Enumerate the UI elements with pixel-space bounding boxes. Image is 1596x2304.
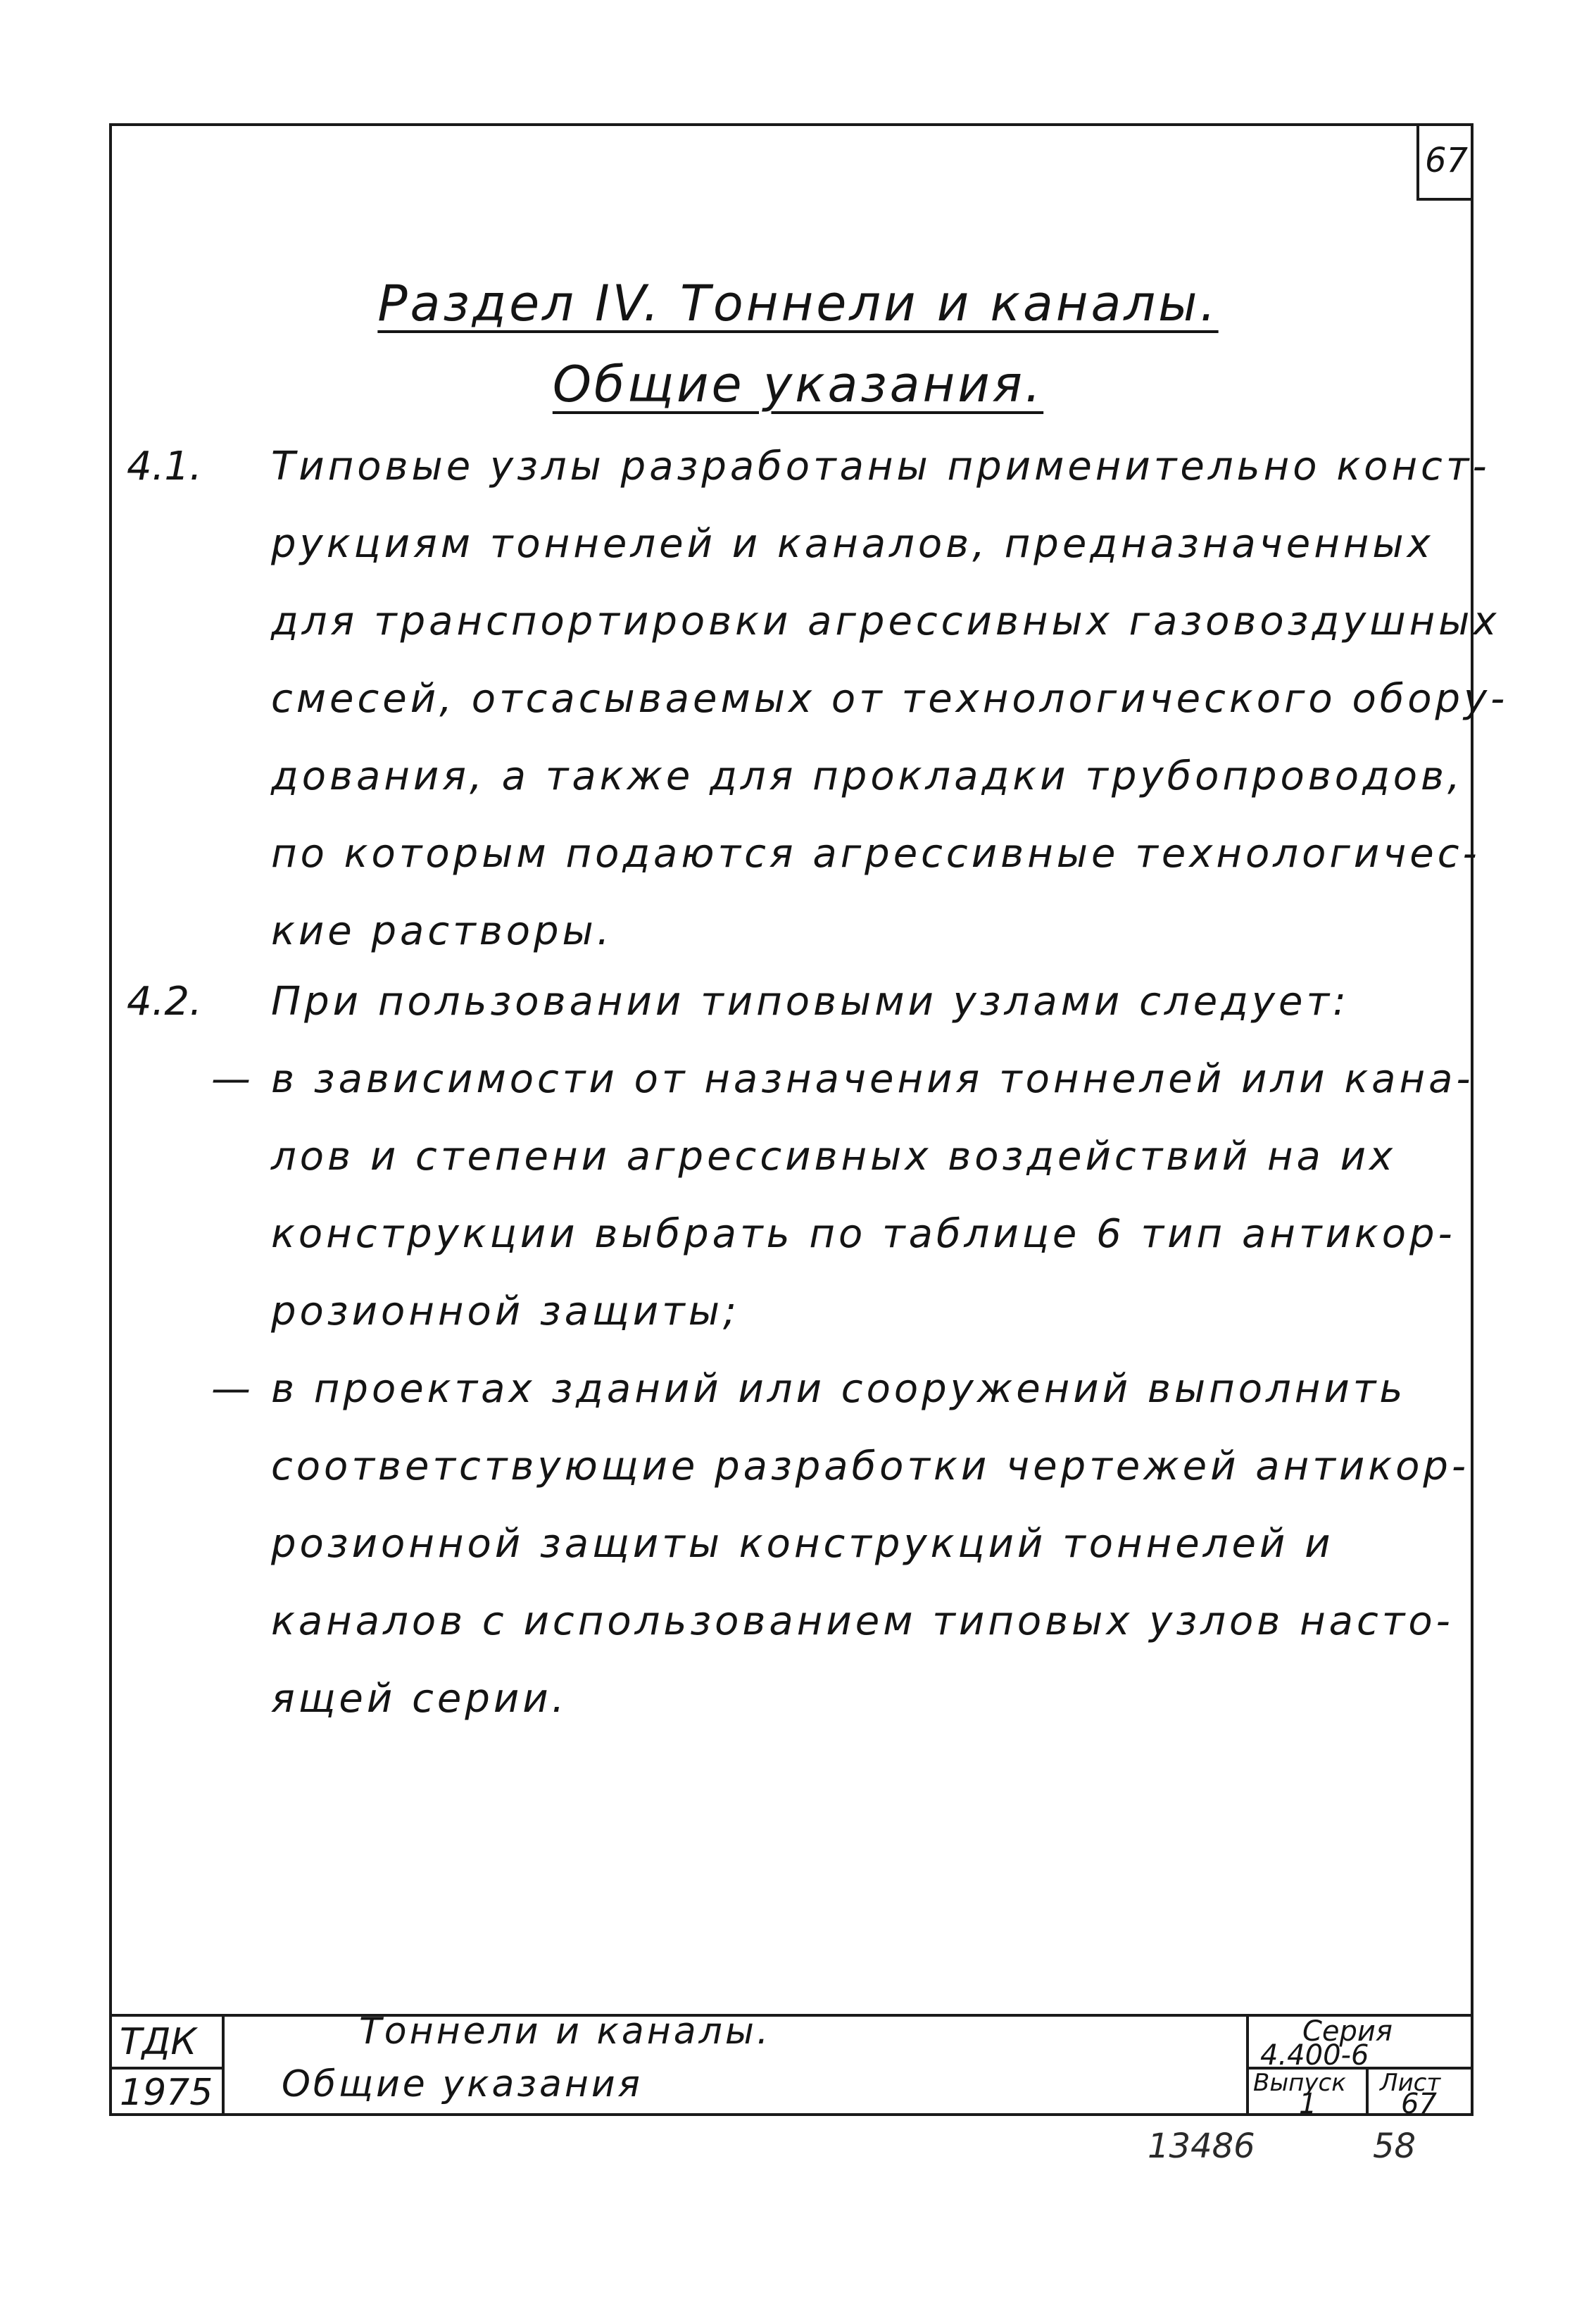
item-number-4-2: 4.2.: [127, 979, 202, 1025]
item-4-1-line: дования, а также для прокладки трубопроводов,: [271, 753, 1464, 799]
bullet-2-line: в проектах зданий или сооружений выполнить: [271, 1366, 1407, 1412]
stamp-title: Тоннели и каналы.: [359, 2010, 772, 2053]
item-4-1-line: по которым подаются агрессивные технологичес-: [271, 831, 1481, 877]
bullet-dash: —: [211, 1056, 251, 1102]
stamp-divider: [109, 2067, 222, 2070]
bullet-2-line: розионной защиты конструкций тоннелей и: [271, 1521, 1334, 1567]
bullet-dash: —: [211, 1366, 251, 1412]
stamp-subtitle: Общие указания: [282, 2063, 643, 2105]
item-4-1-line: для транспортировки агрессивных газовоздушных: [271, 599, 1500, 644]
stamp-year: 1975: [120, 2072, 213, 2114]
issue-label: Выпуск: [1253, 2069, 1346, 2097]
section-title: Раздел IV. Тоннели и каналы.: [377, 275, 1219, 332]
item-4-1-line: рукциям тоннелей и каналов, предназначенных: [271, 521, 1434, 567]
sheet-number: 67: [1416, 123, 1474, 201]
item-4-1-line: Типовые узлы разработаны применительно конст-: [271, 444, 1490, 489]
item-4-1-line: кие растворы.: [271, 908, 613, 954]
stamp-top-border: [109, 2014, 1474, 2017]
stamp-divider: [1366, 2067, 1369, 2116]
bullet-1-line: розионной защиты;: [271, 1289, 740, 1334]
bullet-1-line: в зависимости от назначения тоннелей или кана-: [271, 1056, 1474, 1102]
stamp-org: ТДК: [120, 2021, 197, 2063]
series-value: 4.400-6: [1260, 2039, 1369, 2072]
archive-code: 13486: [1148, 2127, 1255, 2166]
bullet-2-line: ящей серии.: [271, 1676, 568, 1722]
sheet-value: 67: [1401, 2088, 1437, 2120]
issue-value: 1: [1299, 2088, 1317, 2120]
archive-page: 58: [1373, 2127, 1416, 2166]
stamp-divider: [1246, 2014, 1249, 2116]
page-frame: [109, 123, 1474, 2116]
item-4-1-line: смесей, отсасываемых от технологического обору-: [271, 676, 1509, 722]
stamp-divider: [222, 2014, 225, 2116]
bullet-2-line: соответствующие разработки чертежей антикор-: [271, 1444, 1470, 1489]
bullet-2-line: каналов с использованием типовых узлов насто-: [271, 1598, 1454, 1644]
item-number-4-1: 4.1.: [127, 444, 202, 489]
bullet-1-line: конструкции выбрать по таблице 6 тип антикор-: [271, 1211, 1456, 1257]
sheet-label: Лист: [1380, 2069, 1441, 2097]
section-subtitle: Общие указания.: [552, 356, 1044, 413]
bullet-1-line: лов и степени агрессивных воздействий на их: [271, 1134, 1397, 1179]
item-4-2-line: При пользовании типовыми узлами следует:: [271, 979, 1350, 1025]
series-label: Серия: [1302, 2015, 1393, 2048]
